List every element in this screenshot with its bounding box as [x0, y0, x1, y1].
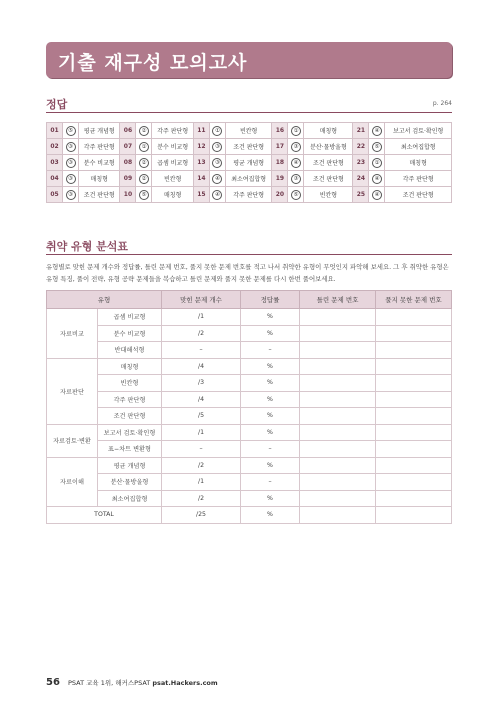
- answer-mark-cell: [136, 187, 152, 203]
- answer-number: 24: [353, 171, 369, 187]
- unsolved-numbers-cell[interactable]: [376, 325, 452, 342]
- type-cell: 최소여집합형: [98, 490, 162, 507]
- rate-cell: %: [241, 490, 300, 507]
- total-row: [47, 507, 452, 524]
- type-cell: 반대해석형: [98, 342, 162, 359]
- analysis-intro: 유형별로 맞힌 문제 개수와 정답률, 틀린 문제 번호, 풀지 못한 문제 번호를 적고 나서 취약한 유형이 무엇인지 파악해 보세요. 그 후 취약한 유형은 유형 특징, 풀이 전략, 유형 공략 문제들을 복습하고 틀린 문제와 풀지 못한 문제를 다시 한번 풀어보세요.: [46, 263, 449, 283]
- answer-mark-cell: [369, 187, 385, 203]
- answer-type: 매칭형: [304, 123, 353, 139]
- type-cell: 표−차트 변환형: [98, 441, 162, 458]
- unsolved-numbers-cell[interactable]: [376, 375, 452, 392]
- analysis-row: [47, 342, 452, 359]
- answer-number: 22: [353, 139, 369, 155]
- answer-choice: ④: [372, 190, 382, 200]
- answer-mark-cell: [288, 171, 304, 187]
- answer-mark-cell: [209, 155, 225, 171]
- analysis-row: [47, 391, 452, 408]
- unsolved-numbers-cell[interactable]: [376, 342, 452, 359]
- footer-site: psat.Hackers.com: [152, 679, 218, 687]
- answer-row: [47, 123, 452, 139]
- answer-number: 19: [272, 171, 288, 187]
- answer-mark-cell: [209, 171, 225, 187]
- type-cell: 조건 판단형: [98, 408, 162, 425]
- answer-type: 조건 판단형: [304, 155, 353, 171]
- type-cell: 빈칸형: [98, 375, 162, 392]
- answer-mark-cell: [209, 187, 225, 203]
- answer-number: 12: [193, 139, 209, 155]
- answer-choice: ③: [66, 190, 76, 200]
- title-banner: [46, 42, 452, 78]
- rate-cell: %: [241, 309, 300, 326]
- category-cell: 자료판단: [47, 358, 98, 424]
- analysis-row: [47, 325, 452, 342]
- count-cell: /1: [162, 424, 241, 441]
- answer-number: 20: [272, 187, 288, 203]
- wrong-numbers-cell[interactable]: [300, 474, 376, 491]
- answer-mark-cell: [369, 155, 385, 171]
- wrong-numbers-cell[interactable]: [300, 408, 376, 425]
- answer-type: 빈칸형: [225, 123, 272, 139]
- analysis-row: [47, 457, 452, 474]
- wrong-numbers-cell[interactable]: [300, 375, 376, 392]
- count-cell: /2: [162, 325, 241, 342]
- unsolved-numbers-cell[interactable]: [376, 441, 452, 458]
- wrong-numbers-cell[interactable]: [300, 358, 376, 375]
- answer-type: 분수 비교형: [152, 139, 193, 155]
- answer-number: 14: [193, 171, 209, 187]
- answer-type: 조건 판단형: [225, 139, 272, 155]
- answer-mark-cell: [136, 155, 152, 171]
- answer-number: 15: [193, 187, 209, 203]
- answer-number: 17: [272, 139, 288, 155]
- analysis-row: [47, 408, 452, 425]
- col-header-rate: 정답률: [241, 291, 300, 309]
- answer-type: 평균 개념형: [225, 155, 272, 171]
- answer-choice: ③: [212, 158, 222, 168]
- answer-choice: ①: [139, 142, 149, 152]
- rate-cell: %: [241, 424, 300, 441]
- col-header-unsolved: 풀지 못한 문제 번호: [376, 291, 452, 309]
- type-cell: 평균 개념형: [98, 457, 162, 474]
- wrong-numbers-cell[interactable]: [300, 391, 376, 408]
- type-cell: 보고서 검토·확인형: [98, 424, 162, 441]
- total-unsolved-cell[interactable]: [376, 507, 452, 524]
- answer-choice: ④: [372, 126, 382, 136]
- answer-choice: ②: [139, 158, 149, 168]
- answer-number: 13: [193, 155, 209, 171]
- answer-type: 곱셈 비교형: [152, 155, 193, 171]
- answer-mark-cell: [63, 187, 79, 203]
- answer-choice: ①: [212, 126, 222, 136]
- wrong-numbers-cell[interactable]: [300, 457, 376, 474]
- type-cell: 곱셈 비교형: [98, 309, 162, 326]
- answer-number: 02: [47, 139, 63, 155]
- rate-cell: –: [241, 342, 300, 359]
- answer-type: 조건 판단형: [304, 171, 353, 187]
- wrong-numbers-cell[interactable]: [300, 325, 376, 342]
- answer-type: 분수 비교형: [79, 155, 120, 171]
- type-cell: 분수 비교형: [98, 325, 162, 342]
- count-cell: /3: [162, 375, 241, 392]
- analysis-row: [47, 490, 452, 507]
- analysis-heading: 취약 유형 분석표: [46, 240, 129, 253]
- answer-type: 분산·물방울형: [304, 139, 353, 155]
- answer-choice: ③: [212, 142, 222, 152]
- answer-type: 매칭형: [385, 155, 452, 171]
- type-cell: 매칭형: [98, 358, 162, 375]
- answer-choice: ⑤: [139, 190, 149, 200]
- analysis-rule: [46, 254, 452, 255]
- answer-number: 10: [120, 187, 136, 203]
- count-cell: /5: [162, 408, 241, 425]
- answer-choice: ③: [291, 174, 301, 184]
- unsolved-numbers-cell[interactable]: [376, 474, 452, 491]
- answer-choice: ①: [372, 158, 382, 168]
- unsolved-numbers-cell[interactable]: [376, 408, 452, 425]
- answer-type: 각주 판단형: [385, 171, 452, 187]
- category-cell: 자료비교: [47, 309, 98, 359]
- unsolved-numbers-cell[interactable]: [376, 391, 452, 408]
- category-cell: 자료이해: [47, 457, 98, 507]
- answer-row: [47, 187, 452, 203]
- answer-mark-cell: [369, 139, 385, 155]
- answer-type: 최소여집합형: [225, 171, 272, 187]
- wrong-numbers-cell[interactable]: [300, 309, 376, 326]
- analysis-row: [47, 375, 452, 392]
- wrong-numbers-cell[interactable]: [300, 490, 376, 507]
- answer-mark-cell: [209, 139, 225, 155]
- count-cell: /1: [162, 474, 241, 491]
- unsolved-numbers-cell[interactable]: [376, 309, 452, 326]
- answer-type: 빈칸형: [152, 171, 193, 187]
- answer-type: 매칭형: [79, 171, 120, 187]
- analysis-table: [46, 290, 452, 524]
- count-cell: /4: [162, 391, 241, 408]
- total-wrong-cell[interactable]: [300, 507, 376, 524]
- analysis-row: [47, 424, 452, 441]
- answer-choice: ③: [66, 174, 76, 184]
- rate-cell: %: [241, 457, 300, 474]
- col-header-type: 유형: [47, 291, 162, 309]
- answer-mark-cell: [369, 123, 385, 139]
- answer-type: 빈칸형: [304, 187, 353, 203]
- answer-number: 23: [353, 155, 369, 171]
- footer-text: PSAT 교육 1위, 해커스PSAT: [68, 679, 151, 687]
- page-footer: [46, 677, 218, 688]
- answer-mark-cell: [63, 123, 79, 139]
- answer-number: 05: [47, 187, 63, 203]
- answer-choice: ②: [139, 126, 149, 136]
- answer-choice: ④: [212, 190, 222, 200]
- answer-mark-cell: [136, 139, 152, 155]
- answer-type: 각주 판단형: [79, 139, 120, 155]
- wrong-numbers-cell[interactable]: [300, 424, 376, 441]
- page-title: 기출 재구성 모의고사: [58, 52, 248, 74]
- answer-type: 최소여집합형: [385, 139, 452, 155]
- answer-number: 06: [120, 123, 136, 139]
- analysis-row: [47, 358, 452, 375]
- answer-row: [47, 171, 452, 187]
- answer-mark-cell: [63, 139, 79, 155]
- answer-row: [47, 155, 452, 171]
- answer-number: 01: [47, 123, 63, 139]
- answer-type: 평균 개념형: [79, 123, 120, 139]
- answer-choice: ①: [291, 126, 301, 136]
- answers-rule: [46, 112, 452, 113]
- count-cell: /2: [162, 490, 241, 507]
- count-cell: /2: [162, 457, 241, 474]
- answer-table: [46, 122, 452, 203]
- count-cell: –: [162, 441, 241, 458]
- type-cell: 각주 판단형: [98, 391, 162, 408]
- answer-row: [47, 139, 452, 155]
- answer-number: 09: [120, 171, 136, 187]
- count-cell: /1: [162, 309, 241, 326]
- rate-cell: %: [241, 391, 300, 408]
- unsolved-numbers-cell[interactable]: [376, 457, 452, 474]
- answers-heading: 정답: [46, 98, 68, 111]
- unsolved-numbers-cell[interactable]: [376, 424, 452, 441]
- rate-cell: –: [241, 474, 300, 491]
- answer-choice: ④: [372, 174, 382, 184]
- answer-choice: ⑤: [291, 190, 301, 200]
- answer-number: 07: [120, 139, 136, 155]
- analysis-row: [47, 309, 452, 326]
- answer-choice: ③: [291, 142, 301, 152]
- answer-mark-cell: [288, 155, 304, 171]
- col-header-wrong: 틀린 문제 번호: [300, 291, 376, 309]
- wrong-numbers-cell[interactable]: [300, 441, 376, 458]
- total-count: /25: [162, 507, 241, 524]
- answer-number: 11: [193, 123, 209, 139]
- answer-mark-cell: [136, 123, 152, 139]
- answer-type: 각주 판단형: [152, 123, 193, 139]
- answer-mark-cell: [288, 139, 304, 155]
- rate-cell: –: [241, 441, 300, 458]
- answer-mark-cell: [136, 171, 152, 187]
- answer-number: 21: [353, 123, 369, 139]
- answer-mark-cell: [63, 155, 79, 171]
- answer-mark-cell: [369, 171, 385, 187]
- category-cell: 자료검토·변환: [47, 424, 98, 457]
- answer-mark-cell: [209, 123, 225, 139]
- wrong-numbers-cell[interactable]: [300, 342, 376, 359]
- answer-choice: ④: [212, 174, 222, 184]
- total-rate: %: [241, 507, 300, 524]
- unsolved-numbers-cell[interactable]: [376, 358, 452, 375]
- answer-type: 조건 판단형: [385, 187, 452, 203]
- answer-choice: ②: [139, 174, 149, 184]
- answer-mark-cell: [288, 187, 304, 203]
- answer-mark-cell: [288, 123, 304, 139]
- analysis-row: [47, 441, 452, 458]
- rate-cell: %: [241, 325, 300, 342]
- total-label: TOTAL: [47, 507, 162, 524]
- rate-cell: %: [241, 358, 300, 375]
- answer-number: 08: [120, 155, 136, 171]
- answer-type: 보고서 검토·확인형: [385, 123, 452, 139]
- answer-mark-cell: [63, 171, 79, 187]
- count-cell: –: [162, 342, 241, 359]
- col-header-count: 맞힌 문제 개수: [162, 291, 241, 309]
- answer-choice: ⑤: [372, 142, 382, 152]
- answer-number: 18: [272, 155, 288, 171]
- answer-number: 04: [47, 171, 63, 187]
- answer-number: 25: [353, 187, 369, 203]
- rate-cell: %: [241, 375, 300, 392]
- answer-type: 조건 판단형: [79, 187, 120, 203]
- page-number: 56: [46, 677, 60, 688]
- answer-number: 16: [272, 123, 288, 139]
- type-cell: 분산·물방울형: [98, 474, 162, 491]
- answer-type: 매칭형: [152, 187, 193, 203]
- count-cell: /4: [162, 358, 241, 375]
- answer-choice: ⑤: [66, 126, 76, 136]
- rate-cell: %: [241, 408, 300, 425]
- answer-choice: ④: [291, 158, 301, 168]
- answer-choice: ③: [66, 158, 76, 168]
- answer-type: 각주 판단형: [225, 187, 272, 203]
- analysis-row: [47, 474, 452, 491]
- page-reference: p. 264: [432, 100, 452, 107]
- unsolved-numbers-cell[interactable]: [376, 490, 452, 507]
- answer-choice: ③: [66, 142, 76, 152]
- answer-number: 03: [47, 155, 63, 171]
